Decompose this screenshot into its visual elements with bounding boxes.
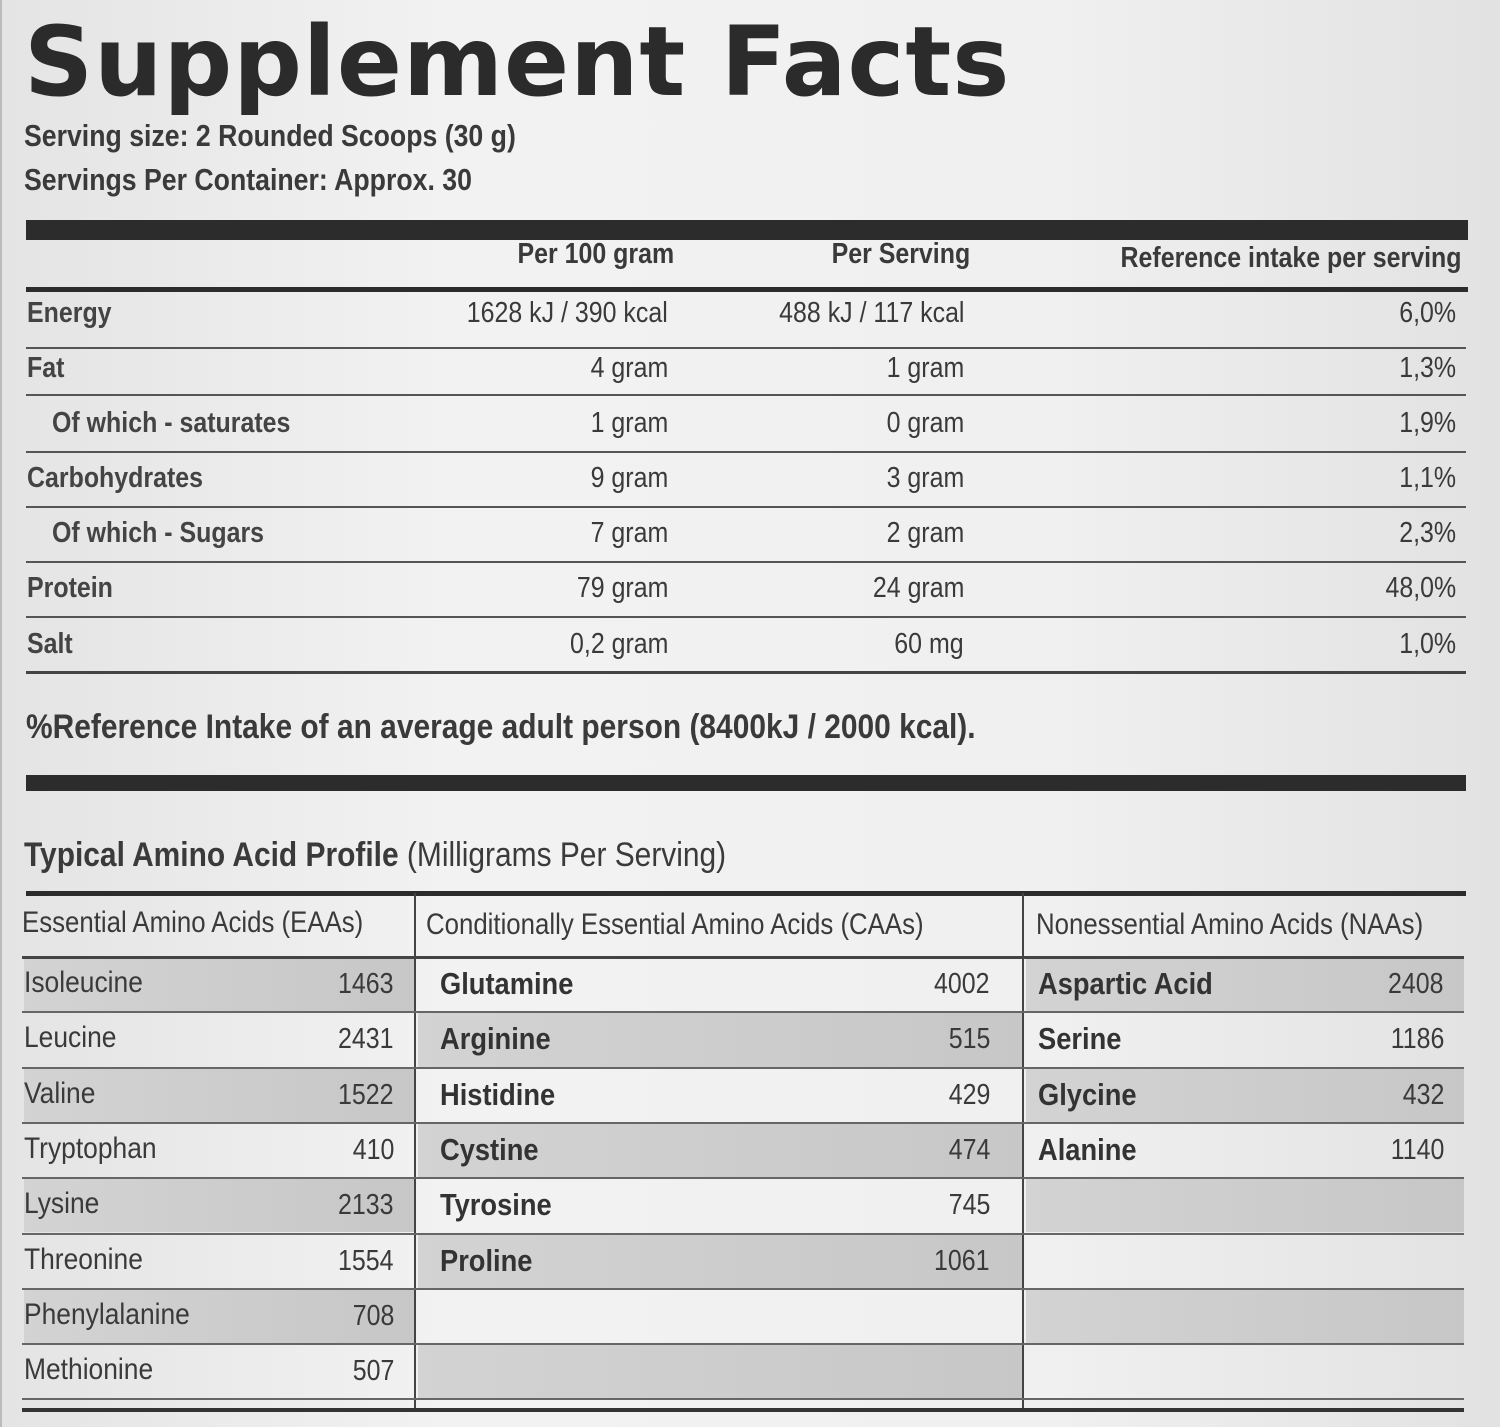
amino-acid-value: 1186 [1390, 1023, 1444, 1056]
column-divider [1022, 893, 1024, 1410]
amino-acid-value: 1522 [338, 1078, 394, 1111]
nutrient-name: Of which - Sugars [52, 517, 265, 549]
nutrient-reference-intake: 1,9% [1399, 407, 1456, 439]
header-per-serving: Per Serving [831, 238, 970, 270]
shaded-row [418, 1345, 1022, 1398]
amino-acid-value: 1140 [1390, 1133, 1444, 1166]
row-divider [26, 616, 1466, 618]
amino-acid-value: 1463 [338, 968, 394, 1000]
amino-acid-name: Aspartic Acid [1038, 966, 1213, 1001]
nutrient-per-serving: 0 gram [886, 407, 964, 439]
shaded-row [1026, 1290, 1464, 1343]
nutrient-reference-intake: 6,0% [1399, 297, 1456, 329]
amino-row-divider [22, 1398, 1464, 1400]
nutrient-per-100g: 1 gram [590, 407, 668, 439]
nutrient-name: Fat [27, 352, 65, 384]
nutrient-name: Of which - saturates [52, 407, 291, 439]
amino-acid-value: 2408 [1388, 968, 1444, 1000]
amino-acid-value: 708 [352, 1299, 394, 1332]
amino-acid-value: 1554 [338, 1244, 394, 1277]
amino-bottom-divider [22, 1408, 1464, 1412]
column-divider [414, 893, 416, 1410]
amino-acid-name: Threonine [24, 1242, 143, 1276]
amino-acid-name: Serine [1038, 1021, 1122, 1057]
amino-row-divider [22, 1288, 1464, 1290]
amino-acid-value: 474 [948, 1133, 990, 1166]
amino-acid-name: Glutamine [440, 966, 574, 1001]
nutrient-per-100g: 0,2 gram [569, 628, 668, 660]
amino-acid-value: 2133 [338, 1189, 394, 1222]
nutrient-per-100g: 9 gram [590, 462, 668, 494]
amino-row-divider [22, 1122, 1464, 1124]
amino-top-divider [26, 891, 1466, 896]
amino-acid-name: Tryptophan [24, 1131, 157, 1165]
amino-acid-value: 429 [948, 1078, 990, 1111]
nutrient-name: Energy [27, 297, 112, 329]
row-divider [26, 451, 1466, 453]
amino-profile-heading [24, 836, 726, 875]
amino-acid-value: 410 [352, 1133, 394, 1166]
header-divider [26, 287, 1468, 292]
nutrient-name: Protein [27, 572, 113, 604]
nutrient-reference-intake: 1,1% [1399, 462, 1456, 494]
nutrient-per-100g: 79 gram [576, 572, 668, 604]
shaded-row [1026, 1179, 1464, 1232]
nutrient-per-100g: 1628 kJ / 390 kcal [466, 297, 668, 329]
nutrient-per-100g: 4 gram [590, 352, 668, 384]
amino-row-divider [22, 1011, 1464, 1013]
nutrient-per-serving: 488 kJ / 117 kcal [778, 297, 964, 329]
amino-column-header: Conditionally Essential Amino Acids (CAAs) [426, 908, 924, 941]
amino-acid-name: Phenylalanine [24, 1297, 190, 1331]
amino-acid-value: 2431 [338, 1023, 394, 1056]
amino-acid-name: Isoleucine [24, 966, 143, 999]
label-edge [0, 0, 2, 1427]
nutrient-per-serving: 1 gram [886, 352, 964, 384]
serving-size: Serving size: 2 Rounded Scoops (30 g) [24, 118, 516, 153]
amino-acid-value: 1061 [934, 1244, 990, 1277]
nutrient-reference-intake: 1,3% [1399, 352, 1456, 384]
middle-thick-divider [26, 775, 1466, 791]
amino-header-divider [22, 956, 1464, 959]
nutrient-per-serving: 2 gram [886, 517, 964, 549]
servings-per-container: Servings Per Container: Approx. 30 [24, 162, 472, 197]
amino-acid-name: Cystine [440, 1131, 539, 1167]
row-divider [26, 394, 1466, 396]
amino-heading-title: Typical Amino Acid Profile [24, 836, 399, 874]
row-divider [26, 671, 1466, 674]
amino-row-divider [22, 1233, 1464, 1235]
amino-acid-name: Valine [24, 1076, 96, 1110]
nutrient-reference-intake: 2,3% [1399, 517, 1456, 549]
header-reference-intake: Reference intake per serving [1120, 242, 1462, 274]
reference-intake-note: %Reference Intake of an average adult person (8400kJ / 2000 kcal). [26, 708, 976, 746]
amino-acid-name: Tyrosine [440, 1187, 552, 1223]
nutrient-name: Carbohydrates [27, 462, 204, 494]
amino-acid-value: 507 [352, 1355, 394, 1388]
row-divider [26, 347, 1466, 349]
amino-acid-name: Methionine [24, 1353, 154, 1387]
amino-acid-name: Glycine [1038, 1076, 1137, 1112]
amino-acid-value: 515 [948, 1023, 990, 1056]
row-divider [26, 561, 1466, 563]
amino-acid-name: Arginine [440, 1021, 551, 1057]
nutrient-per-100g: 7 gram [590, 517, 668, 549]
amino-acid-name: Alanine [1038, 1131, 1137, 1167]
amino-acid-name: Proline [440, 1242, 533, 1278]
amino-acid-value: 4002 [934, 968, 990, 1000]
nutrient-reference-intake: 48,0% [1385, 572, 1456, 604]
top-thick-divider [26, 220, 1468, 240]
amino-row-divider [22, 1343, 1464, 1345]
amino-acid-value: 432 [1402, 1078, 1444, 1111]
amino-column-header: Nonessential Amino Acids (NAAs) [1036, 908, 1424, 941]
amino-acid-name: Histidine [440, 1076, 556, 1112]
amino-row-divider [22, 1067, 1464, 1069]
amino-acid-name: Leucine [24, 1021, 117, 1055]
amino-row-divider [22, 1177, 1464, 1179]
header-per-100g: Per 100 gram [517, 238, 674, 270]
amino-column-header: Essential Amino Acids (EAAs) [22, 906, 364, 939]
amino-heading-units: (Milligrams Per Serving) [398, 836, 727, 874]
nutrient-name: Salt [27, 628, 73, 660]
nutrient-per-serving: 60 mg [894, 628, 964, 660]
amino-acid-name: Lysine [24, 1187, 100, 1221]
amino-acid-value: 745 [948, 1189, 990, 1222]
nutrient-reference-intake: 1,0% [1399, 628, 1456, 660]
row-divider [26, 506, 1466, 508]
nutrient-per-serving: 3 gram [886, 462, 964, 494]
nutrient-per-serving: 24 gram [872, 572, 964, 604]
label-title: Supplement Facts [24, 6, 1011, 118]
